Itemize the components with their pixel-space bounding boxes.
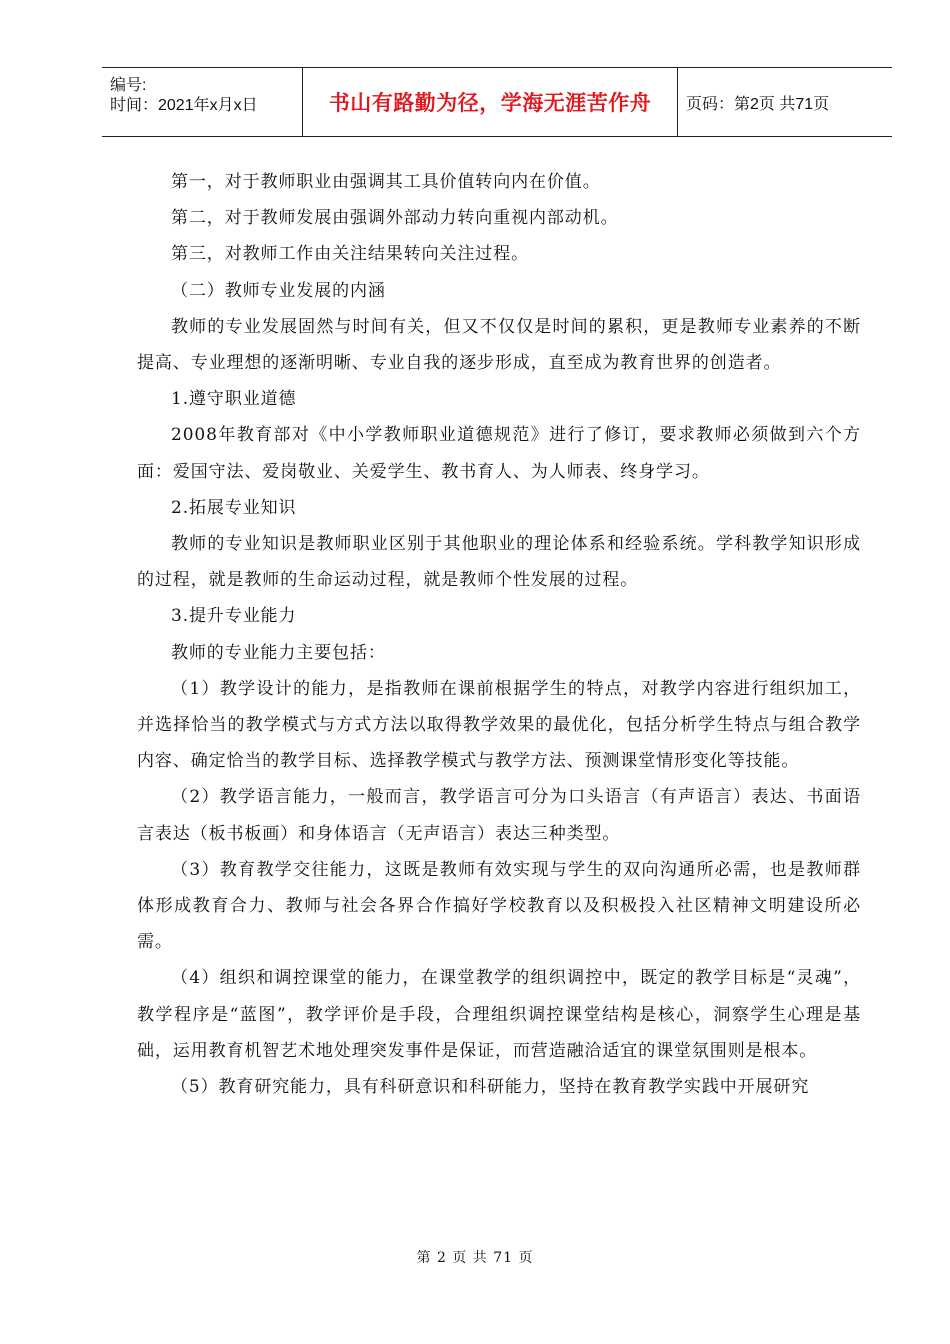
paragraph: 2008年教育部对《中小学教师职业道德规范》进行了修订，要求教师必须做到六个方面：爱国守法、爱岗敬业、关爱学生、教书育人、为人师表、终身学习。 (137, 425, 861, 482)
list-item: （3）教育教学交往能力，这既是教师有效实现与学生的双向沟通所必需，也是教师群体形成教育合力、教师与社会各界合作搞好学校教育以及积极投入社区精神文明建设所必需。 (137, 859, 861, 953)
motto-text: 书山有路勤为径，学海无涯苦作舟 (328, 91, 652, 115)
section-heading: （二）教师专业发展的内涵 (171, 280, 386, 301)
list-item: （4）组织和调控课堂的能力，在课堂教学的组织调控中，既定的教学目标是“灵魂”，教学程序是“蓝图”，教学评价是手段，合理组织调控课堂结构是核心，洞察学生心理是基础，运用教育机智艺术地处理突发事件是保证，而营造融洽适宜的课堂氛围则是根本。 (137, 968, 861, 1061)
header-page-cell (678, 68, 892, 136)
paragraph: 第三，对教师工作由关注结果转向关注过程。 (171, 244, 529, 265)
page-code: 页码：第2页 共71页 (686, 95, 830, 113)
paragraph: 教师的专业知识是教师职业区别于其他职业的理论体系和经验系统。学科教学知识形成的过程，就是教师的生命运动过程，就是教师个性发展的过程。 (137, 534, 861, 591)
list-item: （5）教育研究能力，具有科研意识和科研能力，坚持在教育教学实践中开展研究 (171, 1077, 810, 1098)
header-motto-cell (303, 68, 678, 136)
header-meta-cell (102, 68, 303, 136)
subsection-heading: 3.提升专业能力 (171, 606, 297, 627)
page-header (102, 67, 892, 137)
paragraph: 第一，对于教师职业由强调其工具价值转向内在价值。 (171, 172, 601, 192)
page-footer: 第 2 页 共 71 页 (416, 1250, 534, 1266)
serial-label: 编号: (110, 77, 147, 94)
list-item: （1）教学设计的能力，是指教师在课前根据学生的特点，对教学内容进行组织加工，并选择恰当的教学模式与方式方法以取得教学效果的最优化，包括分析学生特点与组合教学内容、确定恰当的教学目标、选择教学模式与教学方法、预测课堂情形变化等技能。 (137, 678, 861, 772)
paragraph: 第二，对于教师发展由强调外部动力转向重视内部动机。 (171, 208, 619, 229)
list-item: （2）教学语言能力，一般而言，教学语言可分为口头语言（有声语言）表达、书面语言表达（板书板画）和身体语言（无声语言）表达三种类型。 (137, 787, 861, 844)
paragraph: 教师的专业发展固然与时间有关，但又不仅仅是时间的累积，更是教师专业素养的不断提高、专业理想的逐渐明晰、专业自我的逐步形成，直至成为教育世界的创造者。 (137, 316, 861, 374)
subsection-heading: 2.拓展专业知识 (171, 497, 297, 518)
document-body (137, 164, 861, 1105)
paragraph: 教师的专业能力主要包括： (171, 642, 386, 663)
subsection-heading: 1.遵守职业道德 (171, 389, 297, 410)
date-label: 时间：2021年x月x日 (110, 97, 258, 114)
